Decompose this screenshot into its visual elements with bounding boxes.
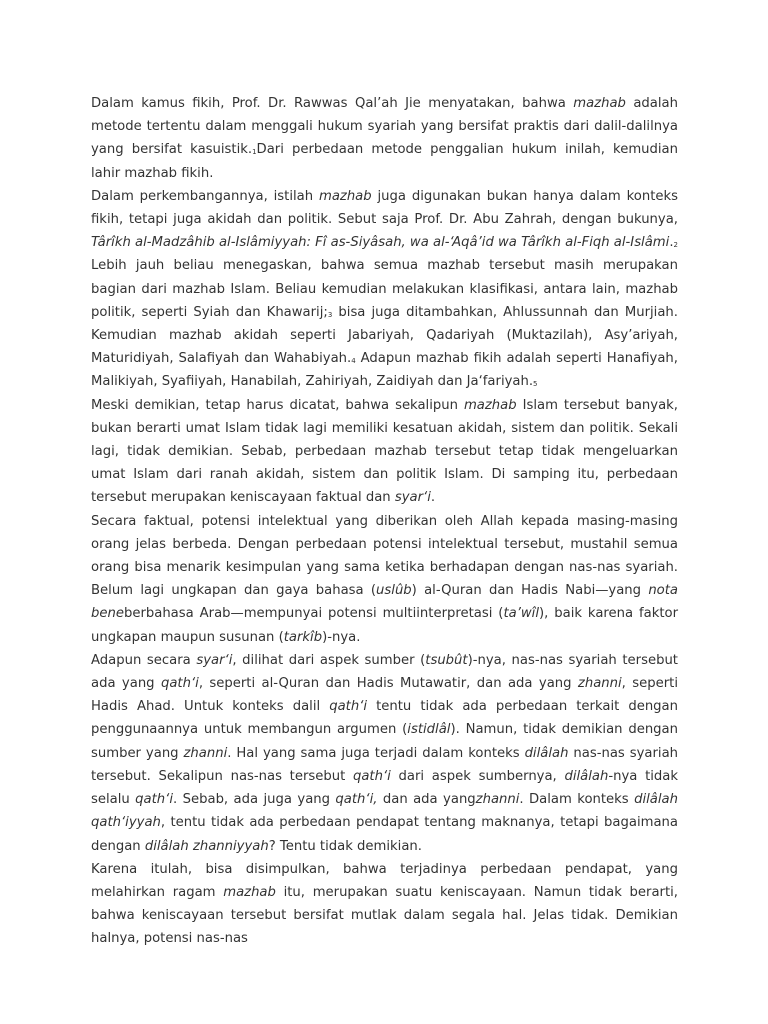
- text-run: , seperti Hadis Ahad. Untuk konteks dalil: [91, 676, 678, 715]
- paragraph-2: [91, 185, 678, 394]
- italic-term: dilâlah zhanniyyah: [144, 838, 269, 854]
- text-run: nas-nas syariah tersebut. Sekalipun nas-nas tersebut: [91, 745, 679, 784]
- text-run: Islam tersebut banyak, bukan berarti umat Islam tidak lagi memiliki kesatuan akidah, sistem dan politik. Sekali lagi, tidak demikian. Sebab, perbedaan mazhab tersebut tetap tidak mengeluarkan umat Islam dari ranah akidah, sistem dan politik Islam. Di samping itu, perbedaan tersebut merupakan keniscayaan faktual dan: [91, 397, 678, 506]
- text-run: bisa juga ditambahkan, Ahlussunnah dan Murjiah. Kemudian mazhab akidah seperti Jabariyah, Qadariyah (Muktazilah), Asy’ariyah, Maturidiyah, Salafiyah dan Wahabiyah.: [91, 304, 678, 367]
- italic-term: zhanni: [577, 676, 622, 692]
- text-run: Dalam perkembangannya, istilah: [91, 188, 319, 204]
- italic-term: dilâlah: [564, 768, 609, 784]
- paragraph-1: [91, 92, 678, 185]
- paragraph-4: [91, 510, 678, 649]
- text-run: . Sebab, ada juga yang: [173, 792, 336, 808]
- footnote-marker: 1: [252, 148, 257, 157]
- text-run: Dalam kamus fikih, Prof. Dr. Rawwas Qal’ah Jie menyatakan, bahwa: [91, 96, 574, 111]
- text-run: dari aspek sumbernya,: [390, 768, 565, 784]
- text-run: Adapun secara: [91, 652, 197, 668]
- text-run: . Dalam konteks: [519, 792, 635, 808]
- italic-term: dilâlah: [524, 745, 569, 761]
- text-run: Secara faktual, potensi intelektual yang diberikan oleh Allah kepada masing-masing orang jelas berbeda. Dengan perbedaan potensi intelektual tersebut, mustahil semua orang bisa menarik kesimpulan yang sama ketika berhadapan dengan nas-nas syariah. Belum lagi ungkapan dan gaya bahasa (: [91, 513, 678, 599]
- text-run: Dari perbedaan metode penggalian hukum inilah, kemudian lahir mazhab fikih.: [91, 142, 678, 181]
- text-run: Lebih jauh beliau menegaskan, bahwa semua mazhab tersebut masih merupakan bagian dari mazhab Islam. Beliau kemudian melakukan klasifikasi, antara lain, mazhab politik, seperti Syiah dan Khawarij;: [91, 258, 678, 320]
- italic-term: mazhab: [223, 884, 276, 900]
- text-run: tentu tidak ada perbedaan terkait dengan penggunaannya untuk membangun argumen (: [91, 699, 678, 738]
- paragraph-5: [91, 649, 678, 858]
- text-run: , tentu tidak ada perbedaan pendapat tentang maknanya, tetapi bagaimana dengan: [91, 815, 678, 854]
- text-run: Meski demikian, tetap harus dicatat, bahwa sekalipun: [91, 397, 464, 413]
- italic-term: syar‘i: [196, 652, 233, 668]
- text-run: itu, merupakan suatu keniscayaan. Namun tidak berarti, bahwa keniscayaan tersebut bersifat mutlak dalam segala hal. Jelas tidak. Demikian halnya, potensi nas-nas: [91, 884, 678, 947]
- italic-term: uslûb: [376, 583, 412, 599]
- italic-term: qath‘i: [352, 768, 391, 784]
- italic-term: nota bene: [91, 583, 679, 622]
- text-run: ? Tentu tidak demikian.: [268, 838, 422, 854]
- text-run: )-nya, nas-nas syariah tersebut ada yang: [91, 652, 678, 692]
- footnote-marker: 2: [673, 241, 678, 250]
- text-run: Karena itulah, bisa disimpulkan, bahwa terjadinya perbedaan pendapat, yang melahirkan ragam: [91, 861, 678, 900]
- italic-term: mazhab: [463, 397, 517, 413]
- footnote-marker: 4: [351, 357, 356, 366]
- italic-term: ta’wîl: [503, 606, 540, 622]
- paragraph-3: [91, 394, 678, 510]
- italic-term: Târîkh al-Madzâhib al-Islâmiyyah: Fî as-Siyâsah, wa al-‘Aqâ’id wa Târîkh al-Fiqh al-Islâmi: [91, 235, 670, 251]
- text-run: dan ada yang: [377, 792, 476, 808]
- text-run: , dilihat dari aspek sumber (: [232, 652, 426, 668]
- italic-term: mazhab: [318, 188, 372, 204]
- italic-term: qath‘i: [160, 676, 199, 692]
- text-run: adalah metode tertentu dalam menggali hukum syariah yang bersifat praktis dari dalil-dalilnya yang bersifat kasuistik.: [91, 96, 678, 158]
- text-run: -nya tidak selalu: [91, 768, 678, 808]
- text-run: ) al-Quran dan Hadis Nabi—yang: [411, 583, 649, 599]
- text-run: , seperti al-Quran dan Hadis Mutawatir, dan ada yang: [198, 676, 578, 692]
- text-run: juga digunakan bukan hanya dalam konteks fikih, tetapi juga akidah dan politik. Sebut saja Prof. Dr. Abu Zahrah, dengan bukunya,: [91, 188, 678, 228]
- italic-term: tarkîb: [283, 629, 323, 645]
- italic-term: istidlâl: [407, 722, 451, 738]
- italic-term: dilâlah qath‘iyyah: [91, 792, 678, 831]
- footnote-marker: 3: [327, 310, 333, 319]
- text-run: ). Namun, tidak demikian dengan sumber yang: [91, 722, 678, 761]
- text-run: Adapun mazhab fikih adalah seperti Hanafiyah, Malikiyah, Syafiiyah, Hanabilah, Zahiriyah, Zaidiyah dan Ja‘fariyah.: [91, 351, 678, 390]
- text-run: berbahasa Arab—mempunyai potensi multiinterpretasi (: [123, 606, 504, 622]
- italic-term: syar‘i: [394, 490, 431, 506]
- italic-term: zhanni: [475, 792, 520, 808]
- text-run: .: [430, 490, 436, 506]
- footnote-marker: 5: [533, 380, 538, 389]
- text-run: ), baik karena faktor ungkapan maupun susunan (: [91, 606, 679, 645]
- text-run: )-nya.: [322, 629, 361, 645]
- italic-term: zhanni: [183, 745, 228, 761]
- paragraph-6: [91, 858, 678, 951]
- text-run: .: [669, 235, 674, 251]
- italic-term: qath‘i,: [335, 792, 378, 808]
- italic-term: tsubût: [425, 652, 468, 668]
- document-page: [91, 92, 678, 951]
- text-run: . Hal yang sama juga terjadi dalam konteks: [227, 745, 525, 761]
- italic-term: qath‘i: [329, 699, 368, 715]
- italic-term: qath‘i: [135, 792, 174, 808]
- italic-term: mazhab: [573, 96, 626, 111]
